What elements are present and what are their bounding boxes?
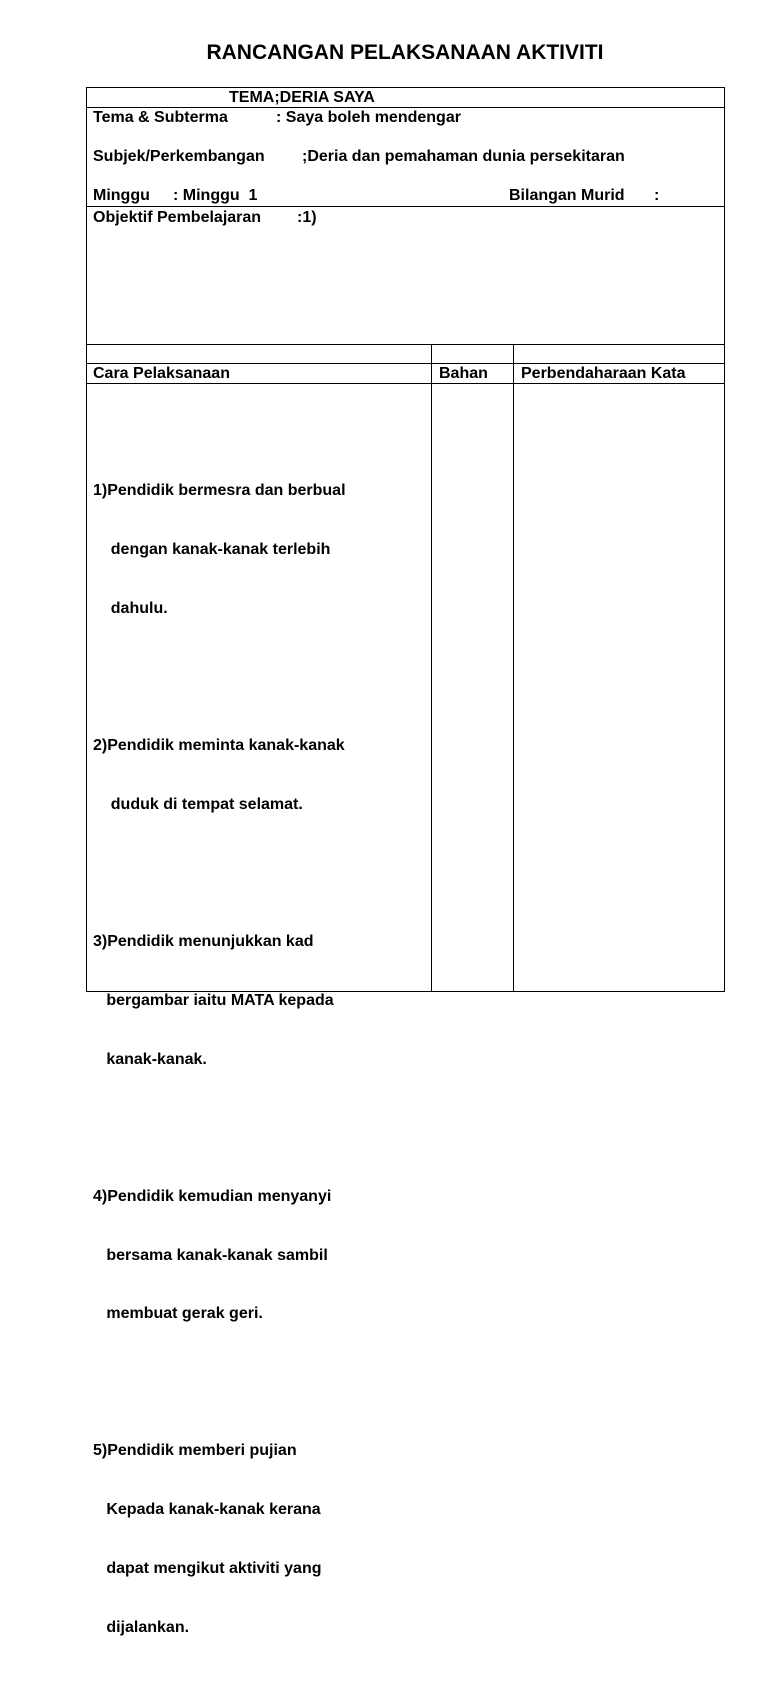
bahan-header: Bahan (439, 365, 488, 382)
bilangan-murid-value: : (654, 187, 660, 204)
tema-heading: TEMA;DERIA SAYA (229, 89, 375, 106)
cara-pelaksanaan-steps (93, 403, 346, 1696)
step-item: 1)Pendidik bermesra dan berbual dengan kanak-kanak terlebih dahulu. (93, 482, 346, 617)
step-item: 3)Pendidik menunjukkan kad bergambar iaitu MATA kepada kanak-kanak. (93, 933, 334, 1068)
table-right-border (724, 87, 725, 992)
objektif-divider (86, 344, 725, 345)
bahan-column-divider (431, 344, 432, 992)
objektif-label: Objektif Pembelajaran (93, 209, 262, 226)
subjek-label: Subjek/Perkembangan (93, 148, 265, 165)
document-title: RANCANGAN PELAKSANAAN AKTIVITI (206, 41, 604, 64)
perbendaharaan-kata-header: Perbendaharaan Kata (521, 365, 686, 382)
minggu-label: Minggu (93, 187, 150, 204)
info-divider (86, 206, 725, 207)
cara-pelaksanaan-header: Cara Pelaksanaan (93, 365, 230, 382)
step-item: 2)Pendidik meminta kanak-kanak duduk di tempat selamat. (93, 737, 345, 813)
subjek-value: ;Deria dan pemahaman dunia persekitaran (302, 148, 625, 165)
step-item: 5)Pendidik memberi pujian Kepada kanak-kanak kerana dapat mengikut aktiviti yang dijalankan. (93, 1442, 322, 1636)
tema-subterma-value: : Saya boleh mendengar (276, 109, 461, 126)
objektif-value: :1) (297, 209, 317, 226)
table-top-border (86, 87, 725, 88)
perbendaharaan-column-divider (513, 344, 514, 992)
tema-subterma-label: Tema & Subterma (93, 109, 228, 126)
bilangan-murid-label: Bilangan Murid (509, 187, 625, 204)
step-item: 4)Pendidik kemudian menyanyi bersama kanak-kanak sambil membuat gerak geri. (93, 1187, 332, 1323)
table-left-border (86, 87, 87, 992)
minggu-value: : Minggu 1 (173, 187, 258, 204)
